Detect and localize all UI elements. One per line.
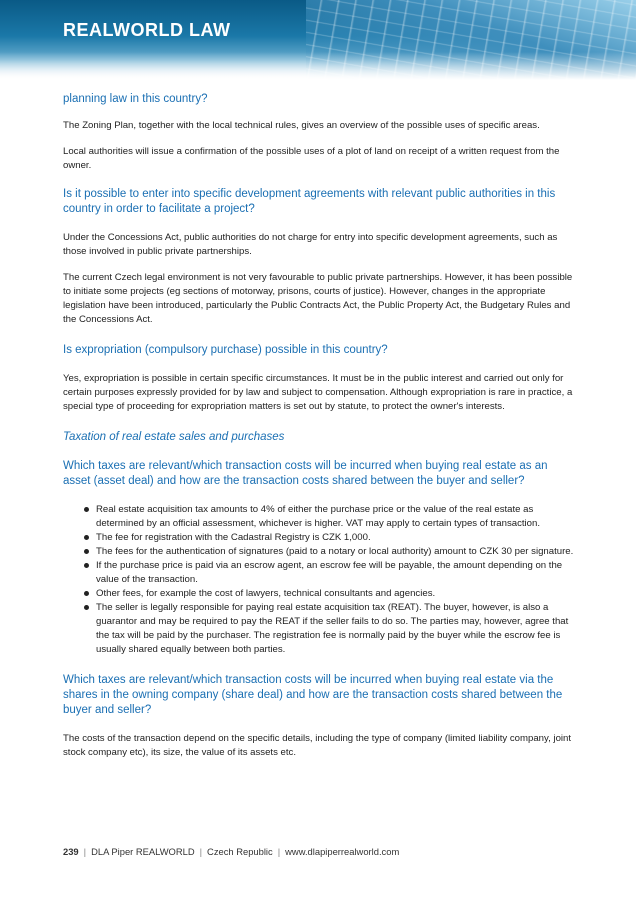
heading-expropriation: Is expropriation (compulsory purchase) possible in this country?: [63, 344, 388, 356]
page-number: 239: [63, 846, 79, 857]
transaction-costs-list: [63, 503, 575, 657]
footer-publication: DLA Piper REALWORLD: [91, 846, 195, 857]
heading-asset-deal: Which taxes are relevant/which transaction costs will be incurred when buying real estate as an asset (asset deal) and how are the transaction costs shared between the buyer and seller?: [63, 460, 548, 487]
list-item: Real estate acquisition tax amounts to 4% of either the purchase price or the value of the real estate as determined by an official assessment, whichever is higher. VAT may apply to certain types of transaction.: [96, 503, 575, 531]
bullet-icon: [84, 591, 89, 596]
list-item: The seller is legally responsible for paying real estate acquisition tax (REAT). The buyer, however, is also a guarantor and may be required to pay the REAT if the seller fails to do so. The parties may, however, agree that the tax will be paid by the purchaser. The registration fee is normally paid by the buyer while the escrow fee is usually shared equally between both parties.: [96, 601, 575, 657]
bullet-icon: [84, 605, 89, 610]
bullet-icon: [84, 507, 89, 512]
footer-country: Czech Republic: [207, 846, 273, 857]
paragraph-local-authorities: Local authorities will issue a confirmation of the possible uses of a plot of land on receipt of a written request from the owner.: [63, 146, 560, 171]
heading-share-deal: Which taxes are relevant/which transaction costs will be incurred when buying real estate via the shares in the owning company (share deal) and how are the transaction costs shared between the buyer and seller?: [63, 674, 563, 716]
footer-website-link[interactable]: www.dlapiperrealworld.com: [285, 846, 400, 857]
list-item: If the purchase price is paid via an escrow agent, an escrow fee will be payable, the amount depending on the value of the transaction.: [96, 559, 575, 587]
paragraph-share-deal-costs: The costs of the transaction depend on the specific details, including the type of company (limited liability company, joint stock company etc), its size, the value of its assets etc.: [63, 733, 572, 758]
bullet-icon: [84, 563, 89, 568]
paragraph-expropriation: Yes, expropriation is possible in certain specific circumstances. It must be in the public interest and carried out only for certain purposes expressly provided for by law and subject to compensation. Although expropriation is rare in practice, a special type of proceeding for expropriation matters is set out by statute, to protect the owner's interests.: [63, 373, 573, 412]
header-banner: [0, 0, 636, 80]
paragraph-czech-legal-environment: The current Czech legal environment is not very favourable to public private partnerships. However, it has been possible to initiate some projects (eg sections of motorway, prisons, courts of justice). However, changes in the appropriate legislation have been introduced, particularly the Public Contracts Act, the Public Property Act, the Budgetary Rules and the Concessions Act.: [63, 272, 573, 325]
paragraph-concessions-act: Under the Concessions Act, public authorities do not charge for entry into specific development agreements, such as those involved in public private partnerships.: [63, 232, 558, 257]
list-item: The fee for registration with the Cadastral Registry is CZK 1,000.: [96, 531, 575, 545]
heading-development-agreements: Is it possible to enter into specific development agreements with relevant public authorities in this country in order to facilitate a project?: [63, 188, 556, 215]
heading-planning-law: planning law in this country?: [63, 93, 208, 105]
page-content: [63, 92, 575, 760]
bullet-icon: [84, 549, 89, 554]
list-item: Other fees, for example the cost of lawyers, technical consultants and agencies.: [96, 587, 575, 601]
footer-separator: |: [83, 846, 87, 857]
footer-separator: |: [199, 846, 203, 857]
list-item: The fees for the authentication of signatures (paid to a notary or local authority) amount to CZK 30 per signature.: [96, 545, 575, 559]
section-heading-taxation: Taxation of real estate sales and purchases: [63, 431, 285, 443]
page-footer: [63, 846, 583, 857]
publication-title: REALWORLD LAW: [63, 20, 231, 40]
paragraph-zoning-plan: The Zoning Plan, together with the local technical rules, gives an overview of the possible uses of specific areas.: [63, 120, 540, 131]
bullet-icon: [84, 535, 89, 540]
footer-separator: |: [277, 846, 281, 857]
